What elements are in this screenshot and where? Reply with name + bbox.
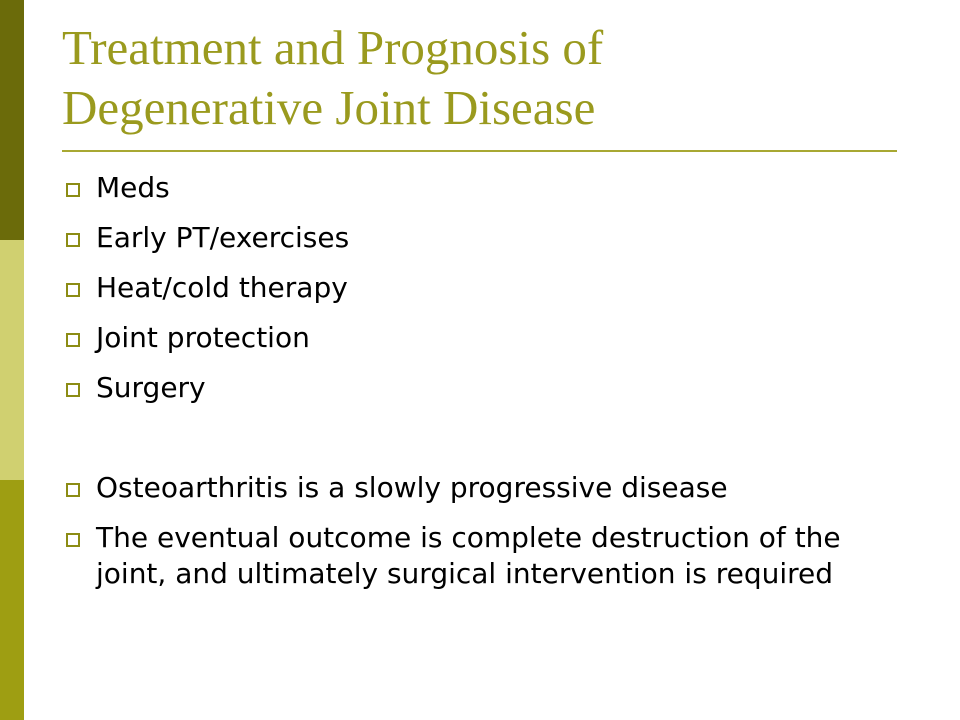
bullet-item [66,170,886,206]
bullet-item [66,370,886,406]
hollow-square-icon [66,333,80,347]
bullet-text: Osteoarthritis is a slowly progressive disease [96,471,728,504]
slide-title [62,18,922,138]
bullet-text: Meds [96,171,170,204]
bullet-item [66,320,886,356]
hollow-square-icon [66,233,80,247]
slide-title-line1: Treatment and Prognosis of [62,20,604,75]
bullet-text: Surgery [96,371,206,404]
sidebar-accent-middle [0,240,24,480]
sidebar-accent-bottom [0,480,24,720]
bullet-text: Heat/cold therapy [96,271,348,304]
bullet-text: Early PT/exercises [96,221,350,254]
bullet-list [66,170,886,606]
hollow-square-icon [66,533,80,547]
slide-title-line2: Degenerative Joint Disease [62,80,596,135]
bullet-item [66,270,886,306]
hollow-square-icon [66,383,80,397]
title-divider [62,150,897,152]
hollow-square-icon [66,283,80,297]
bullet-item [66,470,886,506]
sidebar-accent-top [0,0,24,240]
bullet-text: Joint protection [96,321,310,354]
hollow-square-icon [66,183,80,197]
bullet-item [66,520,886,592]
bullet-item [66,220,886,256]
hollow-square-icon [66,483,80,497]
bullet-text: The eventual outcome is complete destruction of the joint, and ultimately surgical intervention is required [96,521,841,590]
